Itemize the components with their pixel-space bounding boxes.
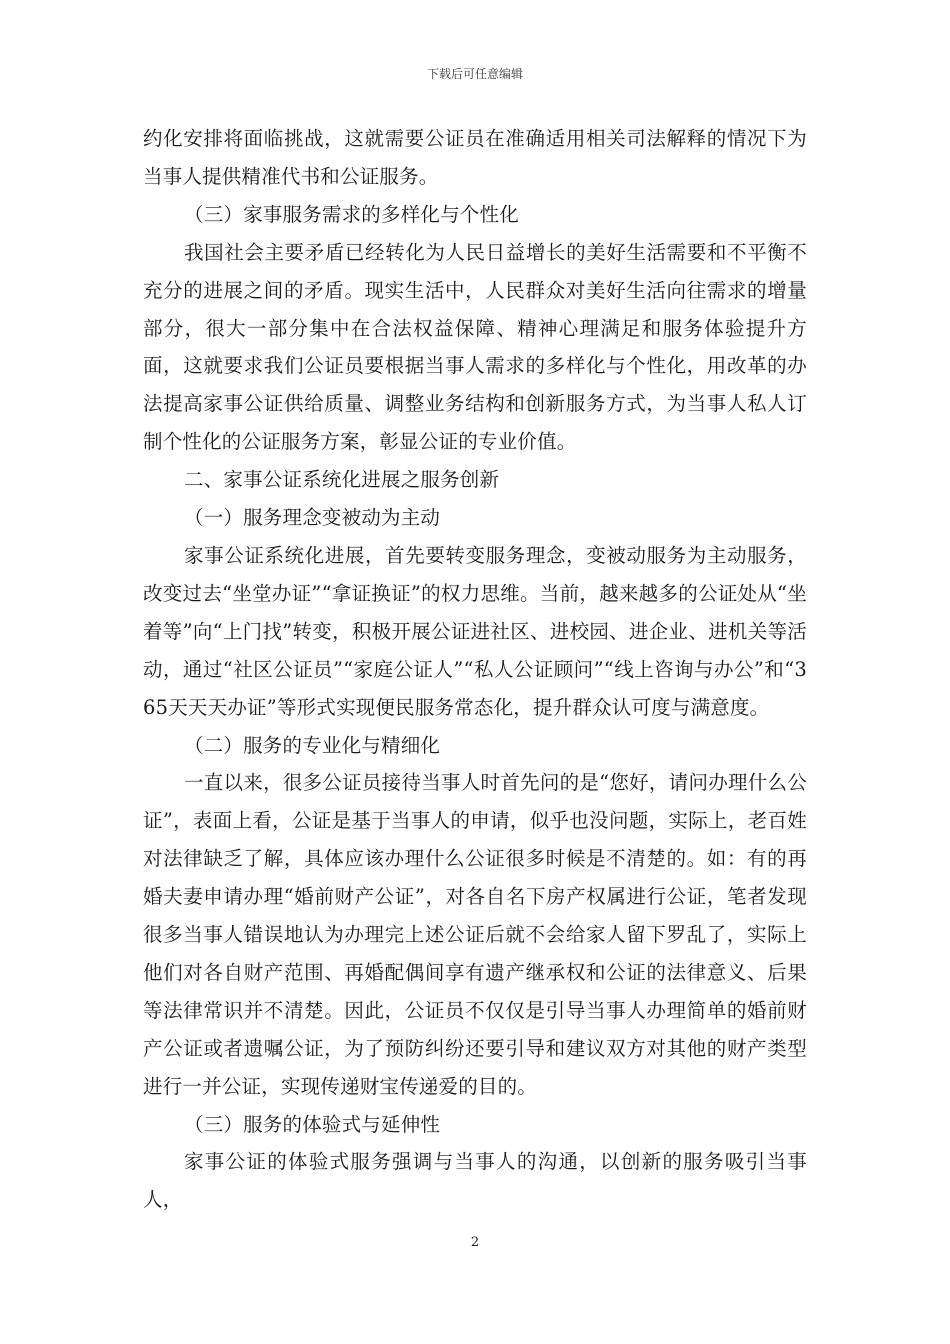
paragraph: 一直以来，很多公证员接待当事人时首先问的是“您好，请问办理什么公证”，表面上看，公证是基于当事人的申请，似乎也没问题，实际上，老百姓对法律缺乏了解，具体应该办理什么公证很多时候是不清楚的。如：有的再婚夫妻申请办理“婚前财产公证”，对各自名下房产权属进行公证，笔者发现很多当事人错误地认为办理完上述公证后就不会给家人留下罗乱了，实际上他们对各自财产范围、再婚配偶间享有遗产继承权和公证的法律意义、后果等法律常识并不清楚。因此，公证员不仅仅是引导当事人办理简单的婚前财产公证或者遗嘱公证，为了预防纠纷还要引导和建议双方对其他的财产类型进行一并公证，实现传递财宝传递爱的目的。 xyxy=(143,771,807,1098)
section-heading-3b: （三）服务的体验式与延伸性 xyxy=(184,1112,441,1136)
section-heading-3: （三）家事服务需求的多样化与个性化 xyxy=(184,202,519,226)
chapter-heading-2: 二、家事公证系统化进展之服务创新 xyxy=(184,468,500,492)
paragraph: 家事公证系统化进展，首先要转变服务理念，变被动服务为主动服务，改变过去“坐堂办证”“拿证换证”的权力思维。当前，越来越多的公证处从“坐着等”向“上门找”转变，积极开展公证进社区、进校园、进企业、进机关等活动，通过“社区公证员”“家庭公证人”“私人公证顾问”“线上咨询与办公”和“365天天天办证”等形式实现便民服务常态化，提升群众认可度与满意度。 xyxy=(143,543,807,719)
document-body xyxy=(143,120,807,1219)
paragraph-continuation: 约化安排将面临挑战，这就需要公证员在准确适用相关司法解释的情况下为当事人提供精准代书和公证服务。 xyxy=(143,127,807,188)
page-header-note: 下载后可任意编辑 xyxy=(426,67,523,81)
section-heading-1: （一）服务理念变被动为主动 xyxy=(184,506,441,530)
paragraph: 家事公证的体验式服务强调与当事人的沟通，以创新的服务吸引当事人， xyxy=(143,1150,807,1212)
section-heading-2: （二）服务的专业化与精细化 xyxy=(184,733,441,757)
paragraph: 我国社会主要矛盾已经转化为人民日益增长的美好生活需要和不平衡不充分的进展之间的矛盾。现实生活中，人民群众对美好生活向往需求的增量部分，很大一部分集中在合法权益保障、精神心理满足和服务体验提升方面，这就要求我们公证员要根据当事人需求的多样化与个性化，用改革的办法提高家事公证供给质量、调整业务结构和创新服务方式，为当事人私人订制个性化的公证服务方案，彰显公证的专业价值。 xyxy=(143,240,807,454)
page-number: 2 xyxy=(470,1235,480,1250)
